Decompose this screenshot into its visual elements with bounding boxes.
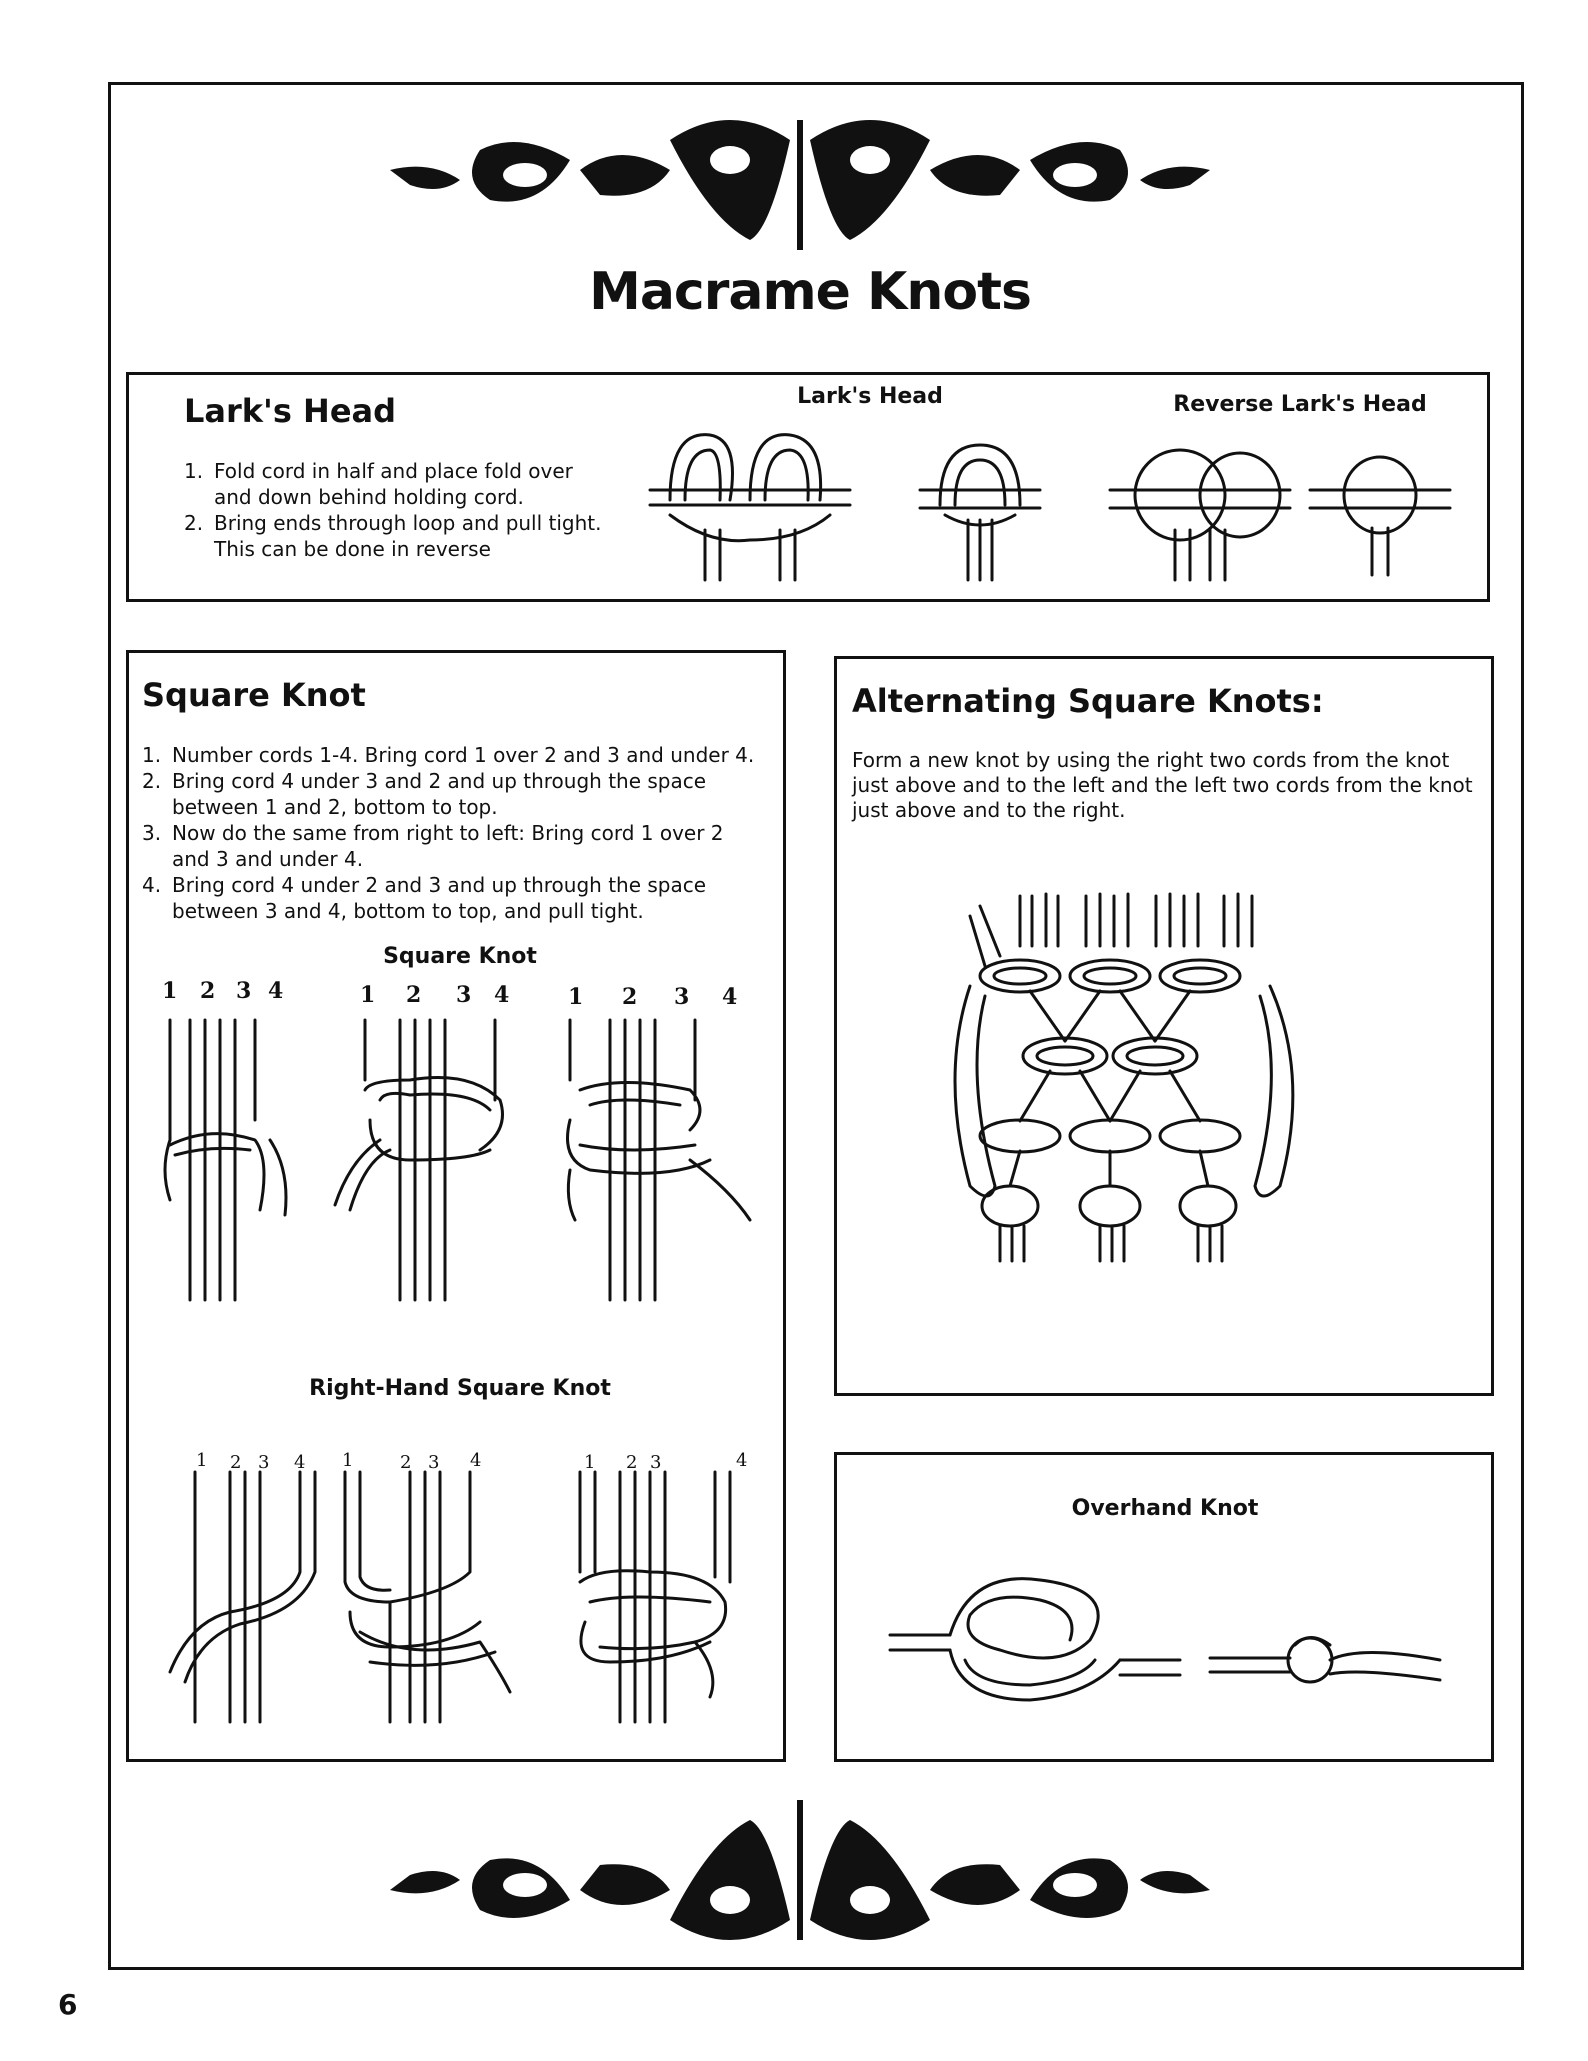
cord-number: 4: [294, 1452, 306, 1473]
larks-head-illustration: [650, 420, 1450, 590]
cord-number: 1: [342, 1450, 354, 1471]
list-item: 2. Bring ends through loop and pull tight. This can be done in reverse: [184, 511, 602, 561]
page-title: Macrame Knots: [589, 262, 1031, 322]
cord-number: 4: [470, 1450, 482, 1471]
list-item: 3. Now do the same from right to left: Bring cord 1 over 2 and 3 and under 4.: [142, 821, 724, 871]
top-ornament: [370, 100, 1230, 260]
larks-head-heading: Lark's Head: [184, 392, 397, 430]
square-knot-illustration: [150, 1020, 770, 1310]
larks-head-caption: Lark's Head: [797, 384, 943, 409]
overhand-knot-illustration: [890, 1560, 1470, 1720]
right-hand-square-knot-caption: Right-Hand Square Knot: [309, 1376, 611, 1401]
reverse-larks-head-caption: Reverse Lark's Head: [1173, 392, 1427, 417]
cord-number: 2: [622, 984, 638, 1010]
square-knot-caption: Square Knot: [383, 944, 537, 969]
overhand-knot-caption: Overhand Knot: [1071, 1496, 1259, 1521]
cord-number: 4: [722, 984, 738, 1010]
cord-number: 2: [200, 978, 216, 1004]
list-item: 1. Number cords 1-4. Bring cord 1 over 2 and 3 and under 4.: [142, 743, 755, 767]
square-knot-heading: Square Knot: [142, 676, 366, 714]
cord-number: 2: [400, 1452, 412, 1473]
cord-number: 4: [494, 982, 510, 1008]
list-item: 2. Bring cord 4 under 3 and 2 and up through the space between 1 and 2, bottom to top.: [142, 769, 707, 819]
cord-number: 4: [268, 978, 284, 1004]
page-number: 6: [58, 1988, 78, 2021]
cord-number: 2: [230, 1452, 242, 1473]
list-item: 4. Bring cord 4 under 2 and 3 and up through the space between 3 and 4, bottom to top, and pull tight.: [142, 873, 707, 923]
cord-number: 1: [360, 982, 376, 1008]
alternating-square-knots-illustration: [940, 886, 1380, 1266]
cord-number: 3: [428, 1452, 440, 1473]
cord-number: 4: [736, 1450, 748, 1471]
alternating-text: Form a new knot by using the right two cords from the knot just above and to the left and the left two cords from the knot just above and to the right.: [852, 748, 1473, 822]
cord-number: 3: [236, 978, 252, 1004]
cord-number: 3: [650, 1452, 662, 1473]
cord-number: 1: [162, 978, 178, 1004]
cord-number: 3: [674, 984, 690, 1010]
cord-number: 1: [568, 984, 584, 1010]
larks-head-steps: [184, 458, 604, 562]
alternating-heading: Alternating Square Knots:: [852, 682, 1324, 720]
square-knot-steps: [142, 742, 767, 924]
cord-number: 2: [406, 982, 422, 1008]
cord-number: 3: [456, 982, 472, 1008]
cord-number: 1: [584, 1452, 596, 1473]
list-item: 1. Fold cord in half and place fold over and down behind holding cord.: [184, 459, 573, 509]
cord-number: 3: [258, 1452, 270, 1473]
cord-number: 2: [626, 1452, 638, 1473]
cord-number: 1: [196, 1450, 208, 1471]
right-hand-square-knot-illustration: [150, 1472, 770, 1732]
bottom-ornament: [370, 1790, 1230, 1950]
